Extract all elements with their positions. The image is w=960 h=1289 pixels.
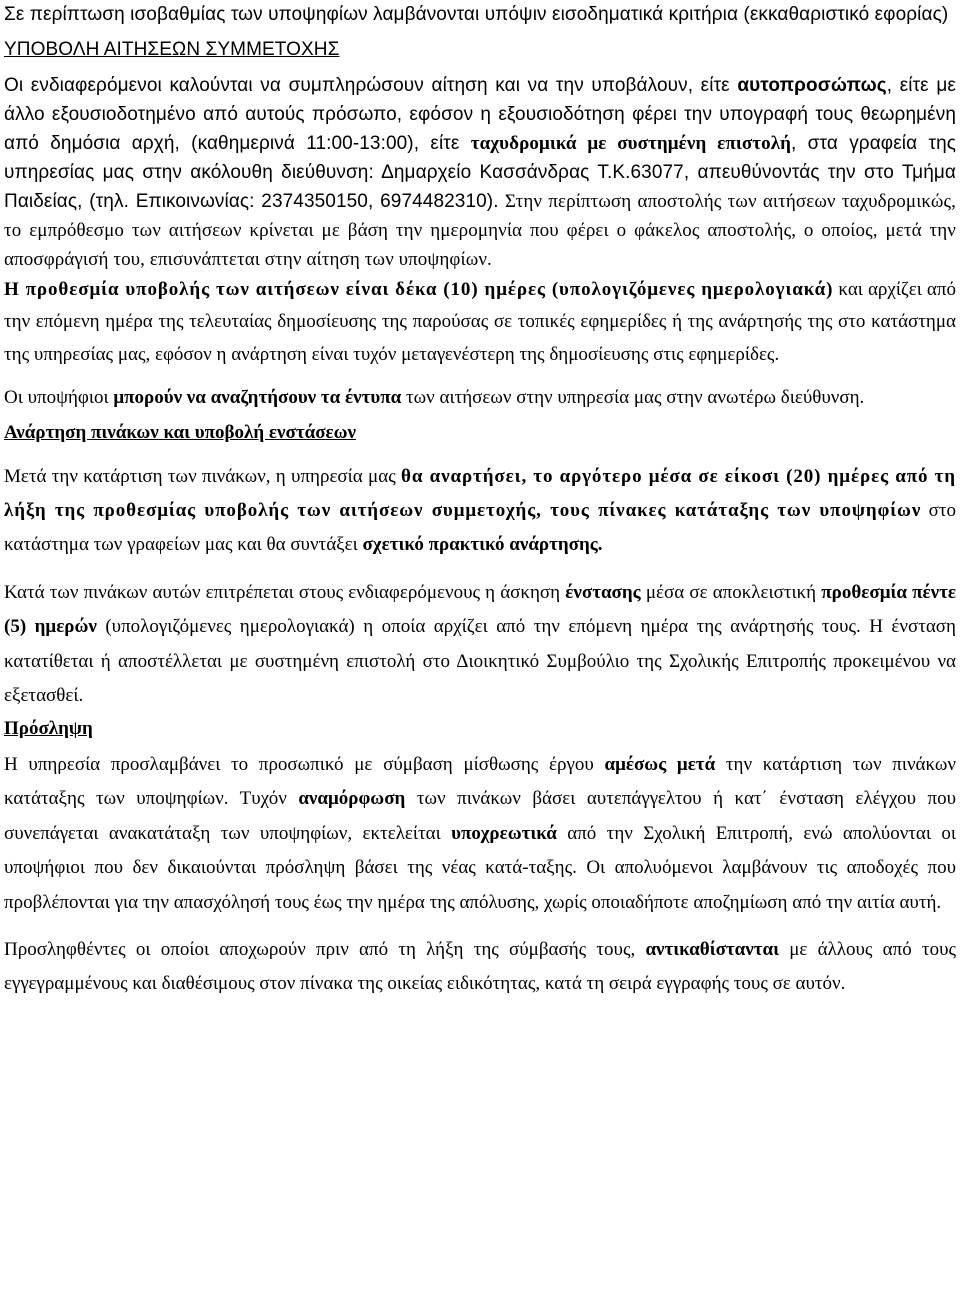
text-run: Κατά των πινάκων αυτών επιτρέπεται στους ενδιαφερόμενους η άσκηση [4,581,566,603]
bold-in-person: αυτοπροσώπως [737,75,887,96]
intro-paragraph: Σε περίπτωση ισοβαθμίας των υποψηφίων λαμβάνονται υπόψιν εισοδηματικά κριτήρια (εκκαθαριστικό εφορίας) [4,4,949,25]
bold-immediately-after: αμέσως μετά [604,753,716,775]
replacement-paragraph [4,933,956,1002]
forms-paragraph [4,382,956,414]
hiring-heading: Πρόσληψη [4,718,93,740]
objection-paragraph [4,576,956,714]
text-run: Μετά την κατάρτιση των πινάκων, η υπηρεσία μας [4,465,402,487]
applications-heading: ΥΠΟΒΟΛΗ ΑΙΤΗΣΕΩΝ ΣΥΜΜΕΤΟΧΗΣ [4,39,340,60]
text-run: (υπολογιζόμενες ημερολογιακά) η οποία αρχίζει από την επόμενη ημέρα της ανάρτησής τους. Η ένσταση κατατίθεται ή αποστέλλεται με συστημένη επιστολή στο Διοικητικό Συμβούλιο της Σχολικής Επιτροπής προκειμένου να εξετασθεί. [4,616,956,707]
text-run: , είτε με άλλο εξουσιοδοτημένο από αυτούς πρόσωπο, εφόσον η εξουσιοδότηση φέρει την υπογραφή τους θεωρημένη από δημόσια αρχή, (καθημερινά 11:00-13:00), είτε [4,75,956,154]
text-run: την κατάρτιση των πινάκων κατάταξης των υποψηφίων. Τυχόν [4,753,956,810]
bold-mandatory: υποχρεωτικά [451,822,557,844]
bold-posting-deadline: θα αναρτήσει, το αργότερο μέσα σε είκοσι (20) ημέρες από τη λήξη της προθεσμίας υποβολής των αιτήσεων συμμετοχής, τους πίνακες κατάταξης των υποψηφίων [4,465,956,522]
bold-posting-record: σχετικό πρακτικό ανάρτησης. [362,534,603,556]
bold-five-days: προθεσμία πέντε (5) ημερών [4,581,956,638]
tables-heading: Ανάρτηση πινάκων και υποβολή ενστάσεων [4,421,357,443]
text-run: των αιτήσεων στην υπηρεσία μας στην ανωτέρω διεύθυνση. [401,387,865,409]
text-run: Οι υποψήφιοι [4,387,114,409]
hiring-paragraph-1 [4,748,956,920]
bold-objection: ένστασης [565,581,641,603]
text-run: Η υπηρεσία προσλαμβάνει το προσωπικό με σύμβαση μίσθωσης έργου [4,753,605,775]
text-run: , στα γραφεία της υπηρεσίας μας στην ακόλουθη διεύθυνση: Δημαρχείο Κασσάνδρας Τ.Κ.63077, απευθύνοντάς την στο Τμήμα Παιδείας, (τηλ. Επικοινωνίας: 2374350150, 6974482310). [4,133,956,212]
text-run: από την Σχολική Επιτροπή, ενώ απολύονται οι υποψήφιοι που δεν δικαιούνται πρόσληψη βάσει της νέας κατά-ταξης. Οι απολυόμενοι λαμβάνουν τις αποδοχές που προβλέπονται για την απασχόλησή τους έως την ημέρα της απόλυσης, χωρίς οποιαδήποτε αποζημίωση από την αιτία αυτή. [4,822,956,913]
text-run: στο κατάστημα των γραφείων μας και θα συντάξει [4,500,956,556]
bold-forms: μπορούν να αναζητήσουν τα έντυπα [113,387,402,409]
text-run: και αρχίζει από την επόμενη ημέρα της τελευταίας δημοσίευσης της παρούσας σε τοπικές εφημερίδες ή της ανάρτησής της στο κατάστημα της υπηρεσίας μας, εφόσον η ανάρτηση είναι τυχόν μεταγενέστερη της δημοσίευσης στις εφημερίδες. [4,279,956,365]
deadline-paragraph [4,274,956,371]
applications-paragraph-1 [4,71,956,274]
bold-deadline: Η προθεσμία υποβολής των αιτήσεων είναι δέκα (10) ημέρες (υπολογιζόμενες ημερολογιακά) [4,279,834,300]
bold-replaced: αντικαθίστανται [645,938,780,960]
tables-paragraph-1 [4,460,956,563]
text-run-postal: Στην περίπτωση αποστολής των αιτήσεων ταχυδρομικώς, το εμπρόθεσμο των αιτήσεων κρίνεται με βάση την ημερομηνία που φέρει ο φάκελος αποστολής, ο οποίος, μετά την αποσφράγισή του, επισυνάπτεται στην αίτηση των υποψηφίων. [4,191,956,270]
text-run: των πινάκων βάσει αυτεπάγγελτου ή κατ΄ ένσταση ελέγχου που συνεπάγεται ανακατάταξη των υποψηφίων, εκτελείται [4,788,956,844]
bold-revision: αναμόρφωση [298,788,406,810]
text-run: Προσληφθέντες οι οποίοι αποχωρούν πριν από τη λήξη της σύμβασής τους, [4,938,646,960]
text-run: με άλλους από τους εγγεγραμμένους και διαθέσιμους στον πίνακα της οικείας ειδικότητας, κατά τη σειρά εγγραφής τους σε αυτόν. [4,938,956,995]
text-run: μέσα σε αποκλειστική [640,581,822,603]
bold-registered-mail: ταχυδρομικά με συστημένη επιστολή [470,133,792,154]
text-run: Οι ενδιαφερόμενοι καλούνται να συμπληρώσουν αίτηση και να την υποβάλουν, είτε [4,75,738,96]
